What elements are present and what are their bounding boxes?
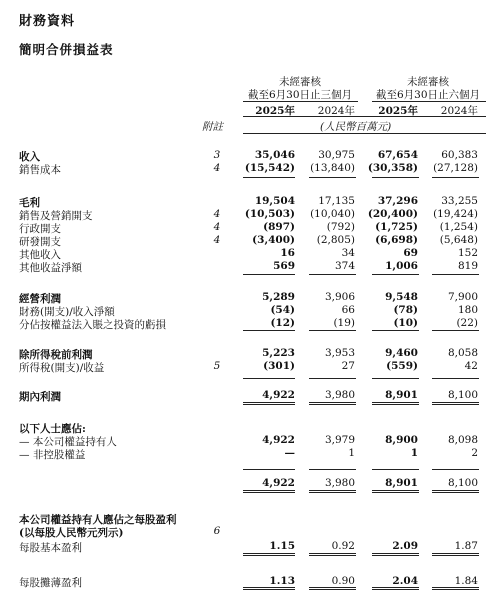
total-double-rule (243, 402, 295, 405)
subtotal-rule (432, 469, 479, 470)
value-3m-2024: 374 (334, 260, 355, 272)
value-3m-2025: 16 (280, 247, 295, 259)
value-3m-2025: (12) (270, 317, 295, 329)
statement-title: 簡明合併損益表 (19, 42, 114, 57)
value-3m-2024: (792) (326, 221, 355, 233)
total-double-rule (372, 402, 419, 405)
value-3m-2025: 569 (273, 260, 295, 272)
table-row (0, 347, 500, 360)
row-label: 期內利潤 (19, 391, 61, 403)
value-3m-2024: 3,906 (324, 291, 355, 303)
subtotal-rule (309, 274, 356, 275)
group2-period-label: 截至6月30日止六個月 (375, 89, 481, 101)
value-6m-2024: 180 (457, 304, 478, 316)
value-6m-2025: 9,460 (385, 347, 418, 359)
value-6m-2024: 1.84 (454, 575, 478, 587)
total-double-rule (243, 553, 295, 556)
row-note-ref: 3 (213, 149, 221, 161)
total-double-rule (243, 587, 295, 590)
subtotal-rule (432, 330, 479, 331)
value-3m-2025: (301) (263, 360, 295, 372)
value-3m-2024: 30,975 (318, 149, 355, 161)
row-label: 所得稅(開支)/收益 (19, 362, 105, 374)
total-double-rule (309, 553, 356, 556)
row-note-ref: 6 (213, 525, 221, 537)
subtotal-rule (372, 330, 419, 331)
row-label: 銷售及營銷開支 (19, 210, 93, 222)
row-note-ref: 5 (213, 360, 221, 372)
table-row (0, 540, 500, 553)
total-double-rule (432, 490, 479, 493)
value-6m-2025: (6,698) (375, 234, 418, 246)
table-row (0, 434, 500, 447)
total-double-rule (243, 490, 295, 493)
total-double-rule (432, 402, 479, 405)
row-label: 每股基本盈利 (19, 542, 82, 554)
value-3m-2024: 27 (341, 360, 355, 372)
subtotal-rule (309, 330, 356, 331)
note-column-header: 附註 (202, 121, 223, 133)
unit-rule (243, 133, 486, 134)
value-6m-2024: 60,383 (441, 149, 478, 161)
value-6m-2024: 8,100 (447, 477, 478, 489)
row-note-ref: 4 (213, 221, 221, 233)
value-3m-2025: 4,922 (262, 477, 295, 489)
subtotal-rule (372, 469, 419, 470)
row-label: 經營利潤 (19, 293, 61, 305)
table-row (0, 304, 500, 317)
value-6m-2024: 42 (464, 360, 478, 372)
value-6m-2025: (30,358) (367, 162, 418, 174)
total-double-rule (309, 587, 356, 590)
row-label: 其他收入 (19, 249, 61, 261)
value-6m-2024: 8,098 (447, 434, 478, 446)
value-6m-2024: (1,254) (439, 221, 478, 233)
value-3m-2025: (3,400) (252, 234, 295, 246)
value-3m-2024: (19) (333, 317, 355, 329)
value-6m-2024: (22) (456, 317, 478, 329)
header-rule-group1 (243, 101, 358, 102)
table-row (0, 360, 500, 373)
subtotal-rule (243, 378, 295, 379)
value-6m-2024: 819 (457, 260, 478, 272)
group1-period-label: 截至6月30日止三個月 (247, 89, 353, 101)
year-header-q-2024: 2024年 (317, 105, 355, 117)
table-row (0, 260, 500, 273)
table-row (0, 221, 500, 234)
value-6m-2025: (78) (393, 304, 418, 316)
value-3m-2024: (2,805) (316, 234, 355, 246)
value-6m-2024: (5,648) (439, 234, 478, 246)
value-3m-2025: 35,046 (254, 149, 295, 161)
subtotal-rule (309, 469, 356, 470)
value-3m-2025: 4,922 (262, 434, 295, 446)
value-6m-2025: (1,725) (375, 221, 418, 233)
value-6m-2024: 7,900 (447, 291, 478, 303)
year-header-h-2024: 2024年 (440, 105, 478, 117)
subtotal-rule (432, 274, 479, 275)
total-double-rule (372, 490, 419, 493)
value-6m-2025: 9,548 (385, 291, 418, 303)
subtotal-rule (309, 378, 356, 379)
subtotal-rule (372, 378, 419, 379)
total-double-rule (309, 490, 356, 493)
value-6m-2024: 33,255 (441, 195, 478, 207)
value-3m-2024: 3,953 (324, 347, 355, 359)
row-label: 其他收益淨額 (19, 262, 82, 274)
value-6m-2025: 8,901 (385, 477, 418, 489)
value-3m-2025: 19,504 (254, 195, 295, 207)
value-6m-2024: (27,128) (433, 162, 478, 174)
value-6m-2025: 1 (410, 447, 418, 459)
value-6m-2025: 67,654 (377, 149, 418, 161)
year-header-q-2025: 2025年 (255, 105, 295, 117)
row-note-ref: 4 (213, 234, 221, 246)
group2-audit-label: 未經審核 (407, 76, 449, 88)
value-3m-2024: 34 (341, 247, 355, 259)
table-row (0, 247, 500, 260)
value-6m-2025: 69 (403, 247, 418, 259)
subtotal-rule (432, 378, 479, 379)
subtotal-rule (309, 177, 356, 178)
row-label: 分佔按權益法入賬之投資的虧損 (19, 319, 166, 331)
value-6m-2024: 8,058 (447, 347, 478, 359)
row-label: 以下人士應佔: (19, 423, 86, 435)
row-label: — 非控股權益 (19, 449, 86, 461)
value-6m-2024: 1.87 (454, 540, 478, 552)
value-3m-2025: 5,289 (262, 291, 295, 303)
value-6m-2025: (20,400) (367, 208, 418, 220)
row-label: 財務(開支)/收入淨額 (19, 306, 115, 318)
value-6m-2025: 8,900 (385, 434, 418, 446)
value-3m-2024: 0.92 (331, 540, 355, 552)
subtotal-rule (243, 177, 295, 178)
table-row (0, 195, 500, 208)
value-3m-2025: (15,542) (244, 162, 295, 174)
row-label: — 本公司權益持有人 (19, 436, 117, 448)
value-6m-2025: (559) (386, 360, 418, 372)
value-3m-2025: 5,223 (262, 347, 295, 359)
total-double-rule (432, 553, 479, 556)
value-3m-2024: 66 (341, 304, 355, 316)
value-6m-2025: 37,296 (377, 195, 418, 207)
total-double-rule (432, 587, 479, 590)
year-header-rule (243, 116, 486, 117)
table-row (0, 291, 500, 304)
value-3m-2024: (10,040) (310, 208, 355, 220)
table-row (0, 477, 500, 490)
subtotal-rule (243, 330, 295, 331)
table-row (0, 389, 500, 402)
value-3m-2024: 0.90 (331, 575, 355, 587)
year-header-h-2025: 2025年 (378, 105, 418, 117)
value-3m-2024: 1 (348, 447, 355, 459)
subtotal-rule (372, 177, 419, 178)
header-rule-group2 (372, 101, 486, 102)
value-3m-2024: 17,135 (318, 195, 355, 207)
value-3m-2025: 4,922 (262, 389, 295, 401)
row-label: 銷售成本 (19, 164, 61, 176)
row-label: 收入 (19, 151, 40, 163)
value-3m-2025: (10,503) (244, 208, 295, 220)
value-6m-2025: 2.09 (392, 540, 418, 552)
value-6m-2024: (19,424) (433, 208, 478, 220)
table-row (0, 317, 500, 330)
table-row (0, 512, 500, 525)
value-3m-2025: (54) (270, 304, 295, 316)
row-label: 除所得稅前利潤 (19, 349, 93, 361)
value-3m-2025: 1.13 (269, 575, 295, 587)
table-row (0, 162, 500, 175)
value-6m-2025: 1,006 (385, 260, 418, 272)
row-label: (以每股人民幣元列示) (19, 527, 124, 539)
row-note-ref: 4 (213, 162, 221, 174)
table-row (0, 234, 500, 247)
row-label: 行政開支 (19, 223, 61, 235)
value-3m-2024: 3,980 (324, 389, 355, 401)
subtotal-rule (372, 274, 419, 275)
value-3m-2025: 1.15 (269, 540, 295, 552)
table-row (0, 208, 500, 221)
page-title: 財務資料 (19, 14, 76, 29)
total-double-rule (372, 553, 419, 556)
value-6m-2025: 8,901 (385, 389, 418, 401)
row-label: 毛利 (19, 197, 40, 209)
value-6m-2025: 2.04 (392, 575, 418, 587)
value-6m-2024: 2 (471, 447, 478, 459)
value-3m-2024: 3,980 (324, 477, 355, 489)
table-row (0, 447, 500, 460)
unit-label: (人民幣百萬元) (320, 121, 392, 133)
row-label: 每股攤薄盈利 (19, 577, 82, 589)
value-6m-2024: 152 (457, 247, 478, 259)
value-3m-2024: (13,840) (310, 162, 355, 174)
group1-audit-label: 未經審核 (279, 76, 321, 88)
row-label: 研發開支 (19, 236, 61, 248)
row-note-ref: 4 (213, 208, 221, 220)
table-row (0, 525, 500, 538)
subtotal-rule (243, 469, 295, 470)
value-6m-2025: (10) (393, 317, 418, 329)
table-row (0, 421, 500, 434)
value-6m-2024: 8,100 (447, 389, 478, 401)
value-3m-2025: (897) (263, 221, 295, 233)
subtotal-rule (243, 274, 295, 275)
total-double-rule (372, 587, 419, 590)
subtotal-rule (432, 177, 479, 178)
table-row (0, 149, 500, 162)
value-3m-2024: 3,979 (324, 434, 355, 446)
row-label: 本公司權益持有人應佔之每股盈利 (19, 514, 177, 526)
total-double-rule (309, 402, 356, 405)
value-3m-2025: — (284, 447, 295, 459)
